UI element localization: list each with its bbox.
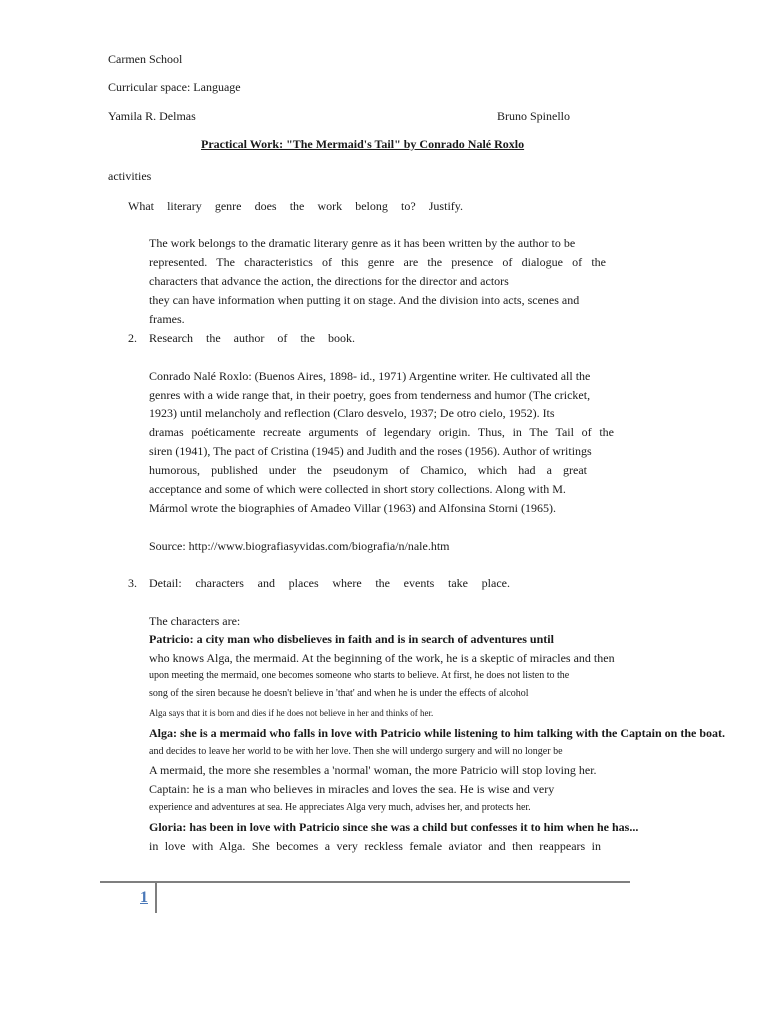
character-line: A mermaid, the more she resembles a 'normal' woman, the more Patricio will stop loving her. — [149, 763, 597, 777]
page-number-separator — [155, 883, 157, 913]
question-1: What literary genre does the work belong to? Justify. — [128, 199, 463, 213]
characters-intro: The characters are: — [149, 614, 241, 628]
footer-rule — [100, 881, 630, 883]
question-2-number: 2. — [128, 331, 137, 345]
document-title: Practical Work: "The Mermaid's Tail" by Conrado Nalé Roxlo — [201, 137, 525, 151]
character-line: experience and adventures at sea. He appreciates Alga very much, advises her, and protects her. — [149, 802, 531, 813]
character-line-patricio: Patricio: a city man who disbelieves in faith and is in search of adventures until — [149, 632, 554, 646]
school-name: Carmen School — [108, 52, 183, 66]
answer-2-line: 1923) until melancholy and reflection (Claro desvelo, 1937; De otro cielo, 1952). Its — [149, 406, 555, 420]
answer-2-line: Conrado Nalé Roxlo: (Buenos Aires, 1898- id., 1971) Argentine writer. He cultivated all the — [149, 369, 591, 383]
question-3-number: 3. — [128, 576, 137, 590]
answer-1-line: characters that advance the action, the directions for the director and actors — [149, 274, 509, 288]
answer-2-line: genres with a wide range that, in their poetry, goes from tenderness and humor (The cricket, — [149, 388, 591, 402]
answer-1-line: they can have information when putting it on stage. And the division into acts, scenes and — [149, 293, 580, 307]
answer-2-line: dramas poéticamente recreate arguments of legendary origin. Thus, in The Tail of the — [149, 425, 614, 439]
page-number: 1 — [140, 889, 148, 906]
character-line: Alga says that it is born and dies if he does not believe in her and thinks of her. — [149, 708, 434, 718]
character-line: song of the siren because he doesn't believe in 'that' and when he is under the effects of alcohol — [149, 688, 529, 699]
character-line: and decides to leave her world to be with her love. Then she will undergo surgery and will no longer be — [149, 746, 563, 757]
question-3: Detail: characters and places where the events take place. — [149, 576, 510, 590]
answer-2-line: acceptance and some of which were collected in short story collections. Along with M. — [149, 482, 566, 496]
subject-line: Curricular space: Language — [108, 80, 241, 94]
answer-2-line: humorous, published under the pseudonym of Chamico, which had a great — [149, 463, 587, 477]
character-line: who knows Alga, the mermaid. At the beginning of the work, he is a skeptic of miracles and then — [149, 651, 615, 665]
answer-1-line: The work belongs to the dramatic literary genre as it has been written by the author to be — [149, 236, 576, 250]
character-line-alga: Alga: she is a mermaid who falls in love with Patricio while listening to him talking with the Captain on the boat. — [149, 726, 726, 740]
student-name-2: Bruno Spinello — [497, 109, 571, 123]
character-line: in love with Alga. She becomes a very reckless female aviator and then reappears in — [149, 839, 601, 853]
answer-2-line: siren (1941), The pact of Cristina (1945) and Judith and the roses (1956). Author of writings — [149, 444, 592, 458]
character-line-captain: Captain: he is a man who believes in miracles and loves the sea. He is wise and very — [149, 782, 555, 796]
answer-1-line: represented. The characteristics of this genre are the presence of dialogue of the — [149, 255, 606, 269]
student-name-1: Yamila R. Delmas — [108, 109, 196, 123]
answer-1-line: frames. — [149, 312, 185, 326]
question-2: Research the author of the book. — [149, 331, 355, 345]
source-link[interactable]: Source: http://www.biografiasyvidas.com/biografia/n/nale.htm — [149, 539, 450, 553]
character-line-gloria: Gloria: has been in love with Patricio since she was a child but confesses it to him when he has... — [149, 820, 639, 834]
answer-2-line: Mármol wrote the biographies of Amadeo Villar (1963) and Alfonsina Storni (1965). — [149, 501, 556, 515]
character-line: upon meeting the mermaid, one becomes someone who starts to believe. At first, he does not listen to the — [149, 670, 570, 681]
section-label: activities — [108, 169, 152, 183]
